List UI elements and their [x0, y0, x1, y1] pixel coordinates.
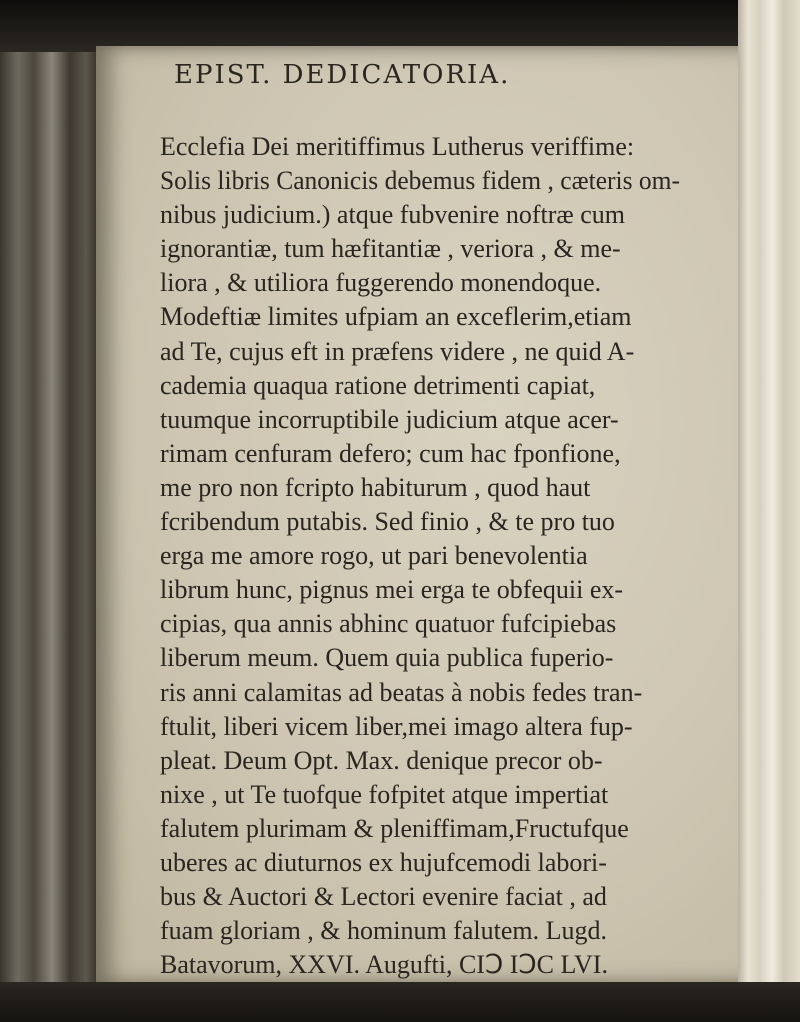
text-line: falutem plurimam & pleniffimam,Fructufque	[160, 813, 629, 843]
text-line: ftulit, liberi vicem liber,mei imago altera fup-	[160, 711, 633, 741]
text-line: pleat. Deum Opt. Max. denique precor ob-	[160, 745, 603, 775]
text-line: tuumque incorruptibile judicium atque acer-	[160, 404, 619, 434]
text-line: liberum meum. Quem quia publica fuperio-	[160, 643, 614, 673]
body-text	[160, 130, 680, 982]
text-line: librum hunc, pignus mei erga te obfequii ex-	[160, 575, 624, 605]
text-line: rimam cenfuram defero; cum hac fponfione,	[160, 438, 621, 468]
text-line: Solis libris Canonicis debemus fidem , cæteris om-	[160, 166, 680, 196]
page-edges-right	[738, 0, 800, 1022]
text-line: uberes ac diuturnos ex hujufcemodi labori-	[160, 847, 607, 877]
bottom-shadow	[0, 982, 800, 1022]
text-line: nibus judicium.) atque fubvenire noftræ cum	[160, 200, 626, 230]
text-line: liora , & utiliora fuggerendo monendoque.	[160, 268, 602, 298]
text-line: ignorantiæ, tum hæfitantiæ , veriora , & me-	[160, 234, 621, 264]
text-line: ris anni calamitas ad beatas à nobis fedes tran-	[160, 677, 643, 707]
text-line: erga me amore rogo, ut pari benevolentia	[160, 541, 588, 571]
text-line: bus & Auctori & Lectori evenire faciat , ad	[160, 882, 607, 912]
text-line: me pro non fcripto habiturum , quod haut	[160, 472, 591, 502]
text-line: Modeftiæ limites ufpiam an exceflerim,etiam	[160, 302, 632, 332]
text-line: Batavorum, XXVI. Augufti, CIↃ IↃC LVI.	[160, 950, 608, 980]
text-line: nixe , ut Te tuofque fofpitet atque impertiat	[160, 779, 609, 809]
text-line: fcribendum putabis. Sed finio , & te pro tuo	[160, 507, 615, 537]
text-line: cipias, qua annis abhinc quatuor fufcipiebas	[160, 609, 617, 639]
text-line: ad Te, cujus eft in præfens videre , ne quid A-	[160, 336, 635, 366]
text-line: cademia quaqua ratione detrimenti capiat,	[160, 370, 596, 400]
text-line: fuam gloriam , & hominum falutem. Lugd.	[160, 916, 607, 946]
running-header: EPIST. DEDICATORIA.	[174, 60, 511, 90]
top-shadow	[0, 0, 800, 52]
text-line: Ecclefia Dei meritiffimus Lutherus veriffime:	[160, 132, 635, 161]
